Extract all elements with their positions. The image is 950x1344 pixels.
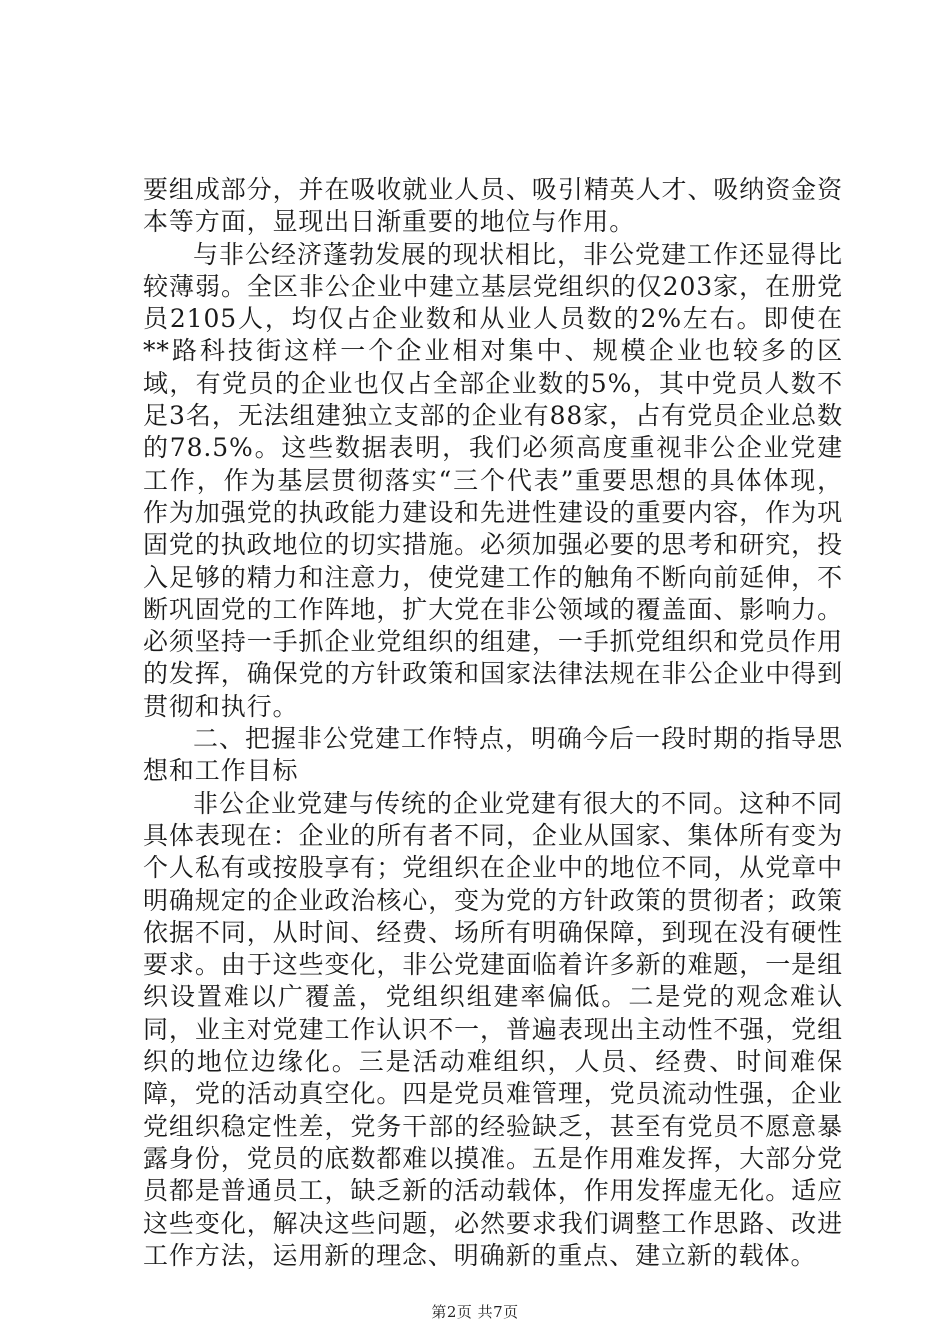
paragraph-status-analysis: 与非公经济蓬勃发展的现状相比，非公党建工作还显得比较薄弱。全区非公企业中建立基层党组织的仅203家，在册党员2105人，均仅占企业数和从业人员数的2%左右。即使在**路科技街这样一个企业相对集中、规模企业也较多的区域，有党员的企业也仅占全部企业数的5%，其中党员人数不足3名，无法组建独立支部的企业有88家，占有党员企业总数的78.5%。这些数据表明，我们必须高度重视非公企业党建工作，作为基层贯彻落实“三个代表”重要思想的具体体现，作为加强党的执政能力建设和先进性建设的重要内容，作为巩固党的执政地位的切实措施。必须加强必要的思考和研究，投入足够的精力和注意力，使党建工作的触角不断向前延伸，不断巩固党的工作阵地，扩大党在非公领域的覆盖面、影响力。必须坚持一手抓企业党组织的组建，一手抓党组织和党员作用的发挥，确保党的方针政策和国家法律法规在非公企业中得到贯彻和执行。 <box>143 239 843 721</box>
paragraph-continuation: 要组成部分，并在吸收就业人员、吸引精英人才、吸纳资金资本等方面，显现出日渐重要的地位与作用。 <box>143 175 843 237</box>
page-number-footer: 第2页 共7页 <box>431 1303 519 1321</box>
paragraph-characteristics: 非公企业党建与传统的企业党建有很大的不同。这种不同具体表现在：企业的所有者不同，企业从国家、集体所有变为个人私有或按股享有；党组织在企业中的地位不同，从党章中明确规定的企业政治核心，变为党的方针政策的贯彻者；政策依据不同，从时间、经费、场所有明确保障，到现在没有硬性要求。由于这些变化，非公党建面临着许多新的难题，一是组织设置难以广覆盖，党组织组建率偏低。二是党的观念难认同，业主对党建工作认识不一，普遍表现出主动性不强，党组织的地位边缘化。三是活动难组织，人员、经费、时间难保障，党的活动真空化。四是党员难管理，党员流动性强，企业党组织稳定性差，党务干部的经验缺乏，甚至有党员不愿意暴露身份，党员的底数都难以摸准。五是作用难发挥，大部分党员都是普通员工，缺乏新的活动载体，作用发挥虚无化。适应这些变化，解决这些问题，必然要求我们调整工作思路、改进工作方法，运用新的理念、明确新的重点、建立新的载体。 <box>143 788 843 1270</box>
document-body <box>143 174 843 1272</box>
section-heading: 二、把握非公党建工作特点，明确今后一段时期的指导思想和工作目标 <box>143 724 843 786</box>
